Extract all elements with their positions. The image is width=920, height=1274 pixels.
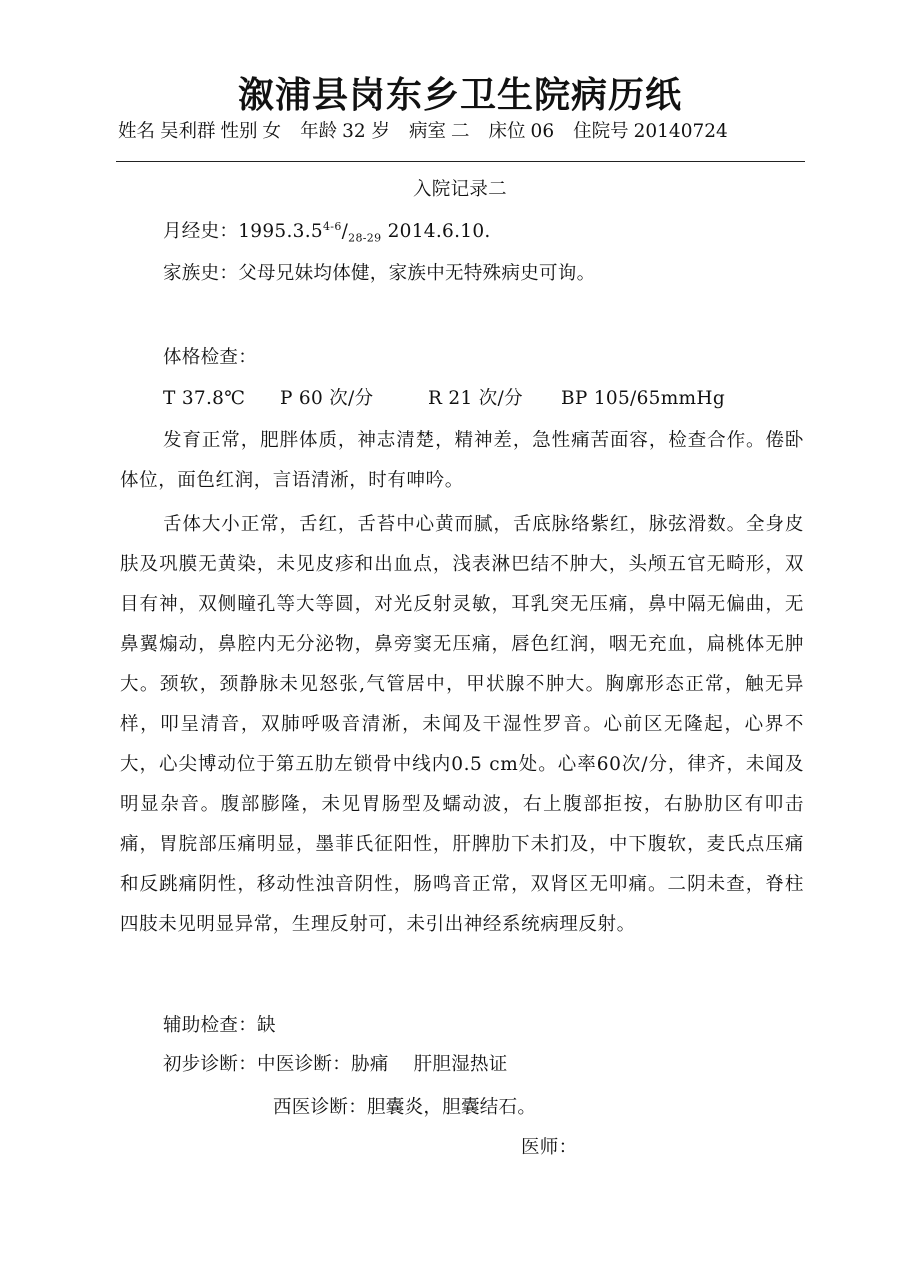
detailed-exam-paragraph: 舌体大小正常，舌红，舌苔中心黄而腻，舌底脉络紫红，脉弦滑数。全身皮肤及巩膜无黄染，未见皮疹和出血点，浅表淋巴结不肿大，头颅五官无畸形，双目有神，双侧瞳孔等大等圆，对光反射灵敏，耳乳突无压痛，鼻中隔无偏曲，无鼻翼煽动，鼻腔内无分泌物，鼻旁窦无压痛，唇色红润，咽无充血，扁桃体无肿大。颈软，颈静脉未见怒张,气管居中，甲状腺不肿大。胸廓形态正常，触无异样，叩呈清音，双肺呼吸音清淅，未闻及干湿性罗音。心前区无隆起，心界不大，心尖博动位于第五肋左锁骨中线内0.5 cm处。心率60次/分，律齐，未闻及明显杂音。腹部膨隆，未见胃肠型及蠕动波，右上腹部拒按，右胁肋区有叩击痛，胃脘部压痛明显，墨菲氏征阳性，肝脾肋下未扪及，中下腹软，麦氏点压痛和反跳痛阴性，移动性浊音阴性，肠鸣音正常，双肾区无叩痛。二阴未查，脊柱四肢未见明显异常，生理反射可，未引出神经系统病理反射。 (120, 514, 804, 935)
menstrual-history (163, 218, 491, 246)
ward-label: 病室 (409, 121, 447, 142)
name-label: 姓名 (118, 121, 156, 142)
record-title: 入院记录二 (412, 179, 507, 200)
last-menstrual-date: 2014.6.10. (387, 221, 491, 242)
vital-temperature: T 37.8℃ (163, 388, 246, 409)
vital-blood-pressure: BP 105/65mmHg (561, 388, 725, 409)
menstrual-separator: / (341, 221, 349, 242)
tcm-diagnosis: 中医诊断：胁痛 肝胆湿热证 (257, 1054, 508, 1075)
patient-sex: 女 (262, 121, 282, 142)
bed-label: 床位 (488, 121, 526, 142)
menstrual-start: 1995.3.5 (238, 221, 323, 242)
vital-signs (163, 385, 725, 413)
patient-name: 吴利群 (160, 121, 216, 142)
patient-info-line (118, 118, 733, 146)
preliminary-diagnosis (163, 1051, 508, 1079)
doctor-signature-label: 医师： (521, 1137, 578, 1158)
family-history: 家族史：父母兄妹均体健，家族中无特殊病史可询。 (163, 263, 596, 284)
physical-exam-label: 体格检查： (163, 347, 258, 368)
auxiliary-exam: 辅助检查：缺 (163, 1015, 276, 1036)
sex-label: 性别 (220, 121, 258, 142)
vital-pulse: P 60 次/分 (280, 388, 374, 409)
admission-number: 20140724 (633, 121, 728, 142)
admission-label: 住院号 (573, 121, 629, 142)
general-condition-paragraph: 发育正常，肥胖体质，神志清楚，精神差，急性痛苦面容，检查合作。倦卧体位，面色红润，言语清淅，时有呻吟。 (120, 430, 804, 491)
diagnosis-label: 初步诊断： (163, 1054, 258, 1075)
patient-bed: 06 (530, 121, 555, 142)
menstrual-duration: 4-6 (323, 219, 342, 233)
header-divider (116, 161, 805, 162)
patient-age: 32 岁 (342, 121, 390, 142)
menstrual-cycle: 28-29 (348, 231, 382, 245)
patient-ward: 二 (451, 121, 470, 142)
menstrual-label: 月经史： (163, 221, 239, 242)
document-title: 溆浦县岗东乡卫生院病历纸 (237, 75, 682, 116)
western-diagnosis: 西医诊断：胆囊炎，胆囊结石。 (273, 1097, 537, 1118)
age-label: 年龄 (300, 121, 338, 142)
vital-respiration: R 21 次/分 (428, 388, 523, 409)
